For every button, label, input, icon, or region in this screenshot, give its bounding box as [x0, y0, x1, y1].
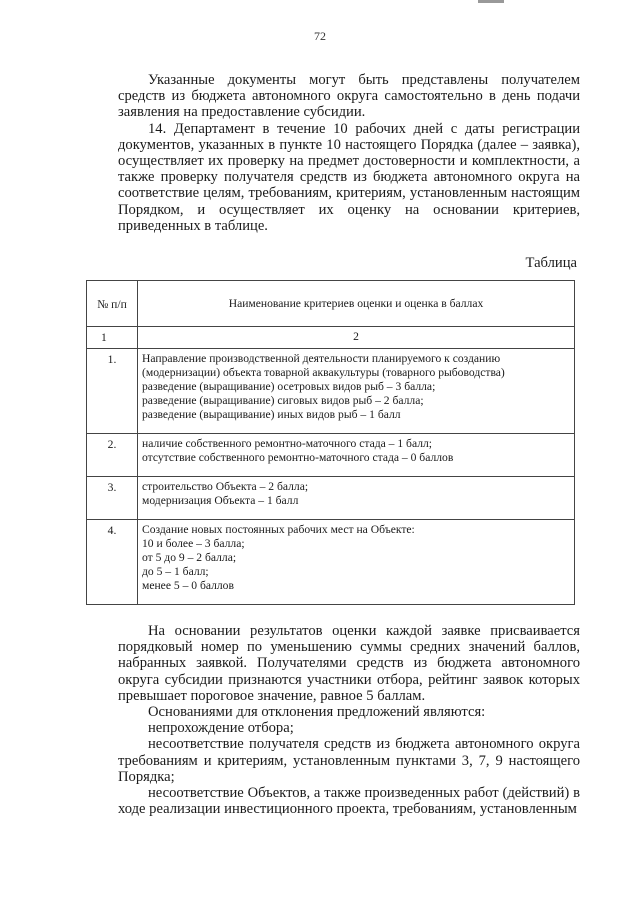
bottom-text [118, 623, 580, 817]
paragraph: На основании результатов оценки каждой заявке присваивается порядковый номер по уменьшению суммы средних значений баллов, набранных заявкой. Получателями средств из бюджета автономного округа субсидии признаются участники отбора, рейтинг заявок которых превышает пороговое значение, равное 5 баллам. [118, 623, 580, 704]
criteria-line: строительство Объекта – 2 балла; [142, 480, 309, 493]
page-number: 72 [314, 29, 326, 43]
table-row [87, 434, 575, 477]
row-criteria-cell [138, 434, 575, 477]
row-criteria-cell [138, 520, 575, 605]
criteria-line: наличие собственного ремонтно-маточного стада – 1 балл; [142, 437, 432, 450]
criteria-line: Направление производственной деятельности планируемого к созданию [142, 352, 501, 365]
table-row [87, 520, 575, 605]
row-num-cell: 1. [87, 349, 138, 434]
criteria-line: разведение (выращивание) осетровых видов рыб – 3 балла; [142, 380, 436, 393]
row-num-cell: 4. [87, 520, 138, 605]
criteria-line: отсутствие собственного ремонтно-маточного стада – 0 баллов [142, 451, 454, 464]
paragraph: 14. Департамент в течение 10 рабочих дней с даты регистрации документов, указанных в пункте 10 настоящего Порядка (далее – заявка), осуществляет их проверку на предмет достоверности и комплектности, а также проверку получателя средств из бюджета автономного округа на соответствие целям, требованиям, критериям, установленным настоящим Порядком, и осуществляет их оценку на основании критериев, приведенных в таблице. [118, 120, 580, 234]
index-name-cell: 2 [138, 327, 575, 349]
criteria-line: разведение (выращивание) сиговых видов рыб – 2 балла; [142, 394, 424, 407]
row-num-cell: 2. [87, 434, 138, 477]
table-row [87, 349, 575, 434]
scan-edge-mark [478, 0, 504, 3]
row-num-cell: 3. [87, 477, 138, 520]
paragraph: Указанные документы могут быть представлены получателем средств из бюджета автономного округа самостоятельно в день подачи заявления на предоставление субсидии. [118, 72, 580, 121]
paragraph: несоответствие получателя средств из бюджета автономного округа требованиям и критериям, установленным пунктами 3, 7, 9 настоящего Порядка; [118, 736, 580, 785]
paragraph: Основаниями для отклонения предложений являются: [148, 704, 486, 721]
table-row [87, 477, 575, 520]
header-num-cell: № п/п [87, 281, 138, 327]
criteria-line: до 5 – 1 балл; [142, 565, 209, 578]
paragraph: непрохождение отбора; [148, 720, 294, 737]
row-criteria-cell [138, 349, 575, 434]
criteria-line: менее 5 – 0 баллов [142, 579, 234, 592]
row-criteria-cell [138, 477, 575, 520]
header-name-cell: Наименование критериев оценки и оценка в баллах [138, 281, 575, 327]
paragraph: несоответствие Объектов, а также произведенных работ (действий) в ходе реализации инвестиционного проекта, требованиям, установленным [118, 785, 580, 818]
criteria-line: от 5 до 9 – 2 балла; [142, 551, 237, 564]
index-num-cell: 1 [87, 327, 138, 349]
criteria-line: Создание новых постоянных рабочих мест на Объекте: [142, 523, 415, 536]
table-header-row [87, 281, 575, 327]
criteria-line: модернизация Объекта – 1 балл [142, 494, 299, 507]
criteria-line: разведение (выращивание) иных видов рыб – 1 балл [142, 408, 401, 421]
table-index-row [87, 327, 575, 349]
criteria-table [86, 280, 575, 605]
criteria-line: (модернизации) объекта товарной аквакультуры (товарного рыбоводства) [142, 366, 505, 379]
criteria-line: 10 и более – 3 балла; [142, 537, 245, 550]
top-text [118, 72, 580, 234]
table-caption: Таблица [525, 255, 577, 271]
